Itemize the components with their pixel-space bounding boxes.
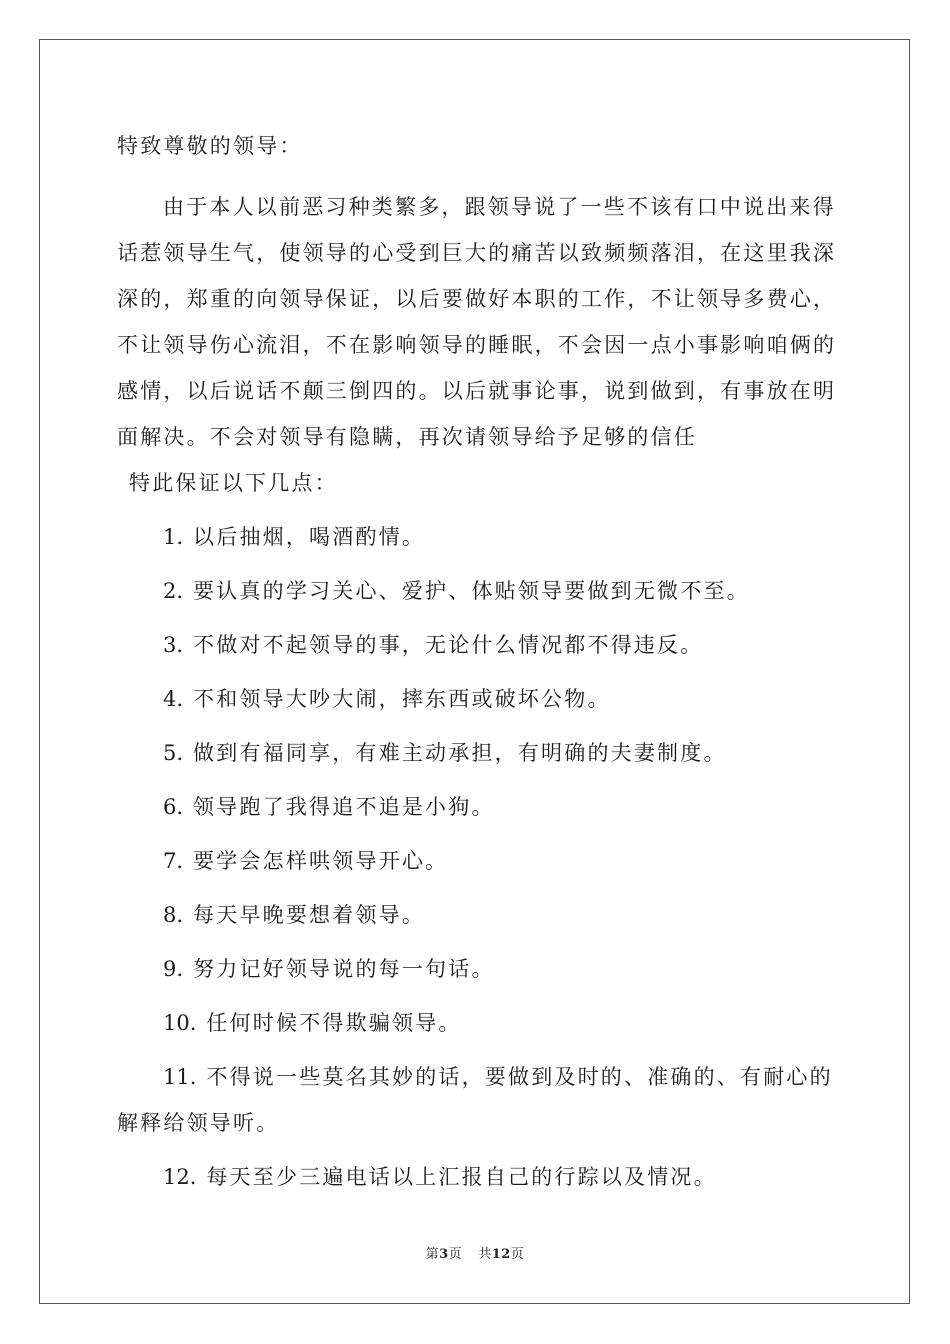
list-item — [117, 1154, 837, 1200]
item-number: 3. — [163, 633, 184, 657]
item-text: 以后抽烟，喝酒酌情。 — [193, 525, 426, 549]
item-text: 不做对不起领导的事，无论什么情况都不得违反。 — [193, 633, 704, 657]
item-number: 8. — [163, 903, 184, 927]
item-number: 4. — [163, 687, 184, 711]
item-number: 10. — [163, 1011, 197, 1035]
item-text: 每天至少三遍电话以上汇报自己的行踪以及情况。 — [206, 1165, 717, 1189]
list-item — [117, 676, 837, 722]
item-text: 做到有福同享，有难主动承担，有明确的夫妻制度。 — [193, 741, 727, 765]
item-text: 不得说一些莫名其妙的话，要做到及时的、准确的、有耐心的解释给领导听。 — [117, 1065, 833, 1135]
item-text: 不和领导大吵大闹，摔东西或破坏公物。 — [193, 687, 611, 711]
list-item — [117, 946, 837, 992]
list-item — [117, 784, 837, 830]
list-item — [117, 730, 837, 776]
item-text: 任何时候不得欺骗领导。 — [206, 1011, 462, 1035]
item-number: 12. — [163, 1165, 197, 1189]
total-prefix: 共 — [478, 1247, 492, 1262]
item-number: 5. — [163, 741, 184, 765]
list-item — [117, 892, 837, 938]
total-suffix: 页 — [510, 1247, 525, 1262]
pledge-list — [117, 514, 837, 1200]
item-text: 要学会怎样哄领导开心。 — [193, 849, 449, 873]
list-item — [117, 1000, 837, 1046]
page-footer — [0, 1243, 950, 1262]
list-item — [117, 622, 837, 668]
item-text: 每天早晚要想着领导。 — [193, 903, 426, 927]
item-text: 要认真的学习关心、爱护、体贴领导要做到无微不至。 — [193, 579, 750, 603]
list-item — [117, 568, 837, 614]
total-pages: 12 — [491, 1247, 511, 1262]
item-number: 9. — [163, 957, 184, 981]
list-item — [117, 838, 837, 884]
document-body — [117, 127, 837, 1208]
item-number: 2. — [163, 579, 184, 603]
list-item — [117, 1054, 837, 1146]
item-number: 11. — [163, 1065, 197, 1089]
item-number: 7. — [163, 849, 184, 873]
main-paragraph: 由于本人以前恶习种类繁多，跟领导说了一些不该有口中说出来得话惹领导生气，使领导的心受到巨大的痛苦以致频频落泪，在这里我深深的，郑重的向领导保证，以后要做好本职的工作，不让领导多费心，不让领导伤心流泪，不在影响领导的睡眠，不会因一点小事影响咱俩的感情，以后说话不颠三倒四的。以后就事论事，说到做到，有事放在明面解决。不会对领导有隐瞒，再次请领导给予足够的信任 — [117, 195, 837, 449]
page-number: 3 — [439, 1247, 449, 1262]
item-text: 领导跑了我得追不追是小狗。 — [193, 795, 495, 819]
page-prefix: 第 — [425, 1247, 440, 1262]
item-number: 6. — [163, 795, 184, 819]
page-suffix: 页 — [448, 1247, 463, 1262]
list-item — [117, 514, 837, 560]
list-intro: 特此保证以下几点： — [129, 471, 338, 495]
item-text: 努力记好领导说的每一句话。 — [193, 957, 495, 981]
item-number: 1. — [163, 525, 184, 549]
greeting: 特致尊敬的领导： — [117, 134, 303, 158]
